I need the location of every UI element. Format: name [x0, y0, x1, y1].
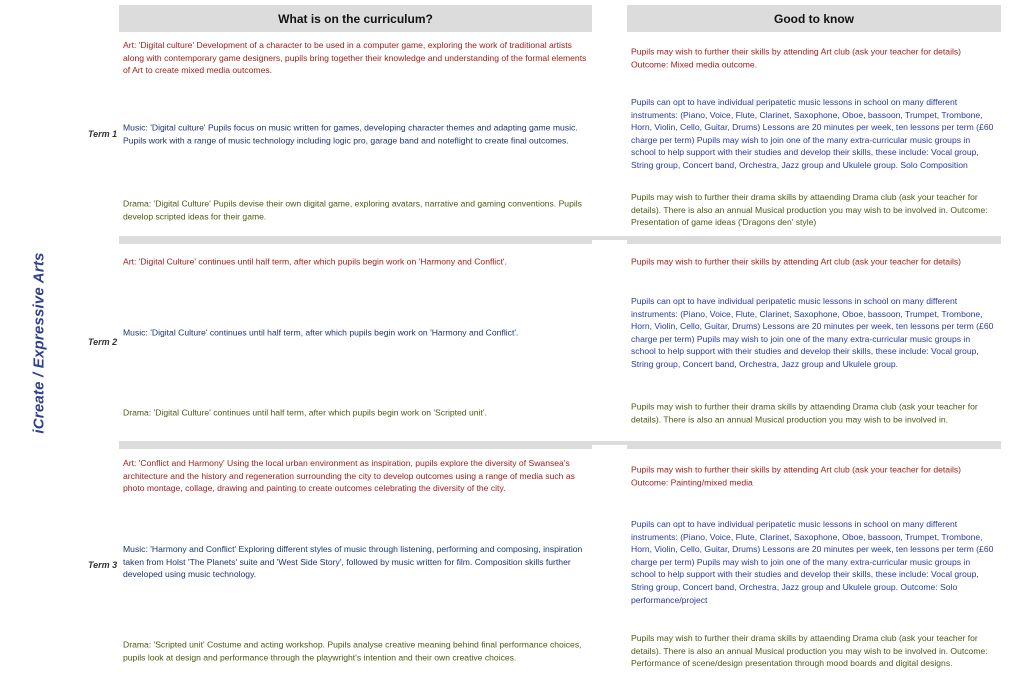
- term-3-music-curriculum: Music: 'Harmony and Conflict' Exploring different styles of music through listening, performing and composing, inspiration taken from Holst 'The Planets' suite and 'West Side Story', followed by music written for film. Composition skills further developed using music technology.: [123, 544, 583, 580]
- term-separator-2-right: [627, 441, 1001, 449]
- term-3-music-tip: Pupils can opt to have individual peripatetic music lessons in school on many different instruments: (Piano, Voice, Flute, Clarinet, Saxophone, Oboe, bassoon, Trumpet, Trombone, Horn, Violin, Cello, Guitar, Drums) Lessons are 20 minutes per week, ten lessons per term (£60 charge per term) Pupils may wish to join one of the many extra-curricular music groups in school to help support with their studies and develop their skills, these include: Vocal group, String group, Concert band, Orchestra, Jazz group and Ukulele group. Outcome: Solo performance/project: [631, 518, 994, 605]
- term-2-music-tip: Pupils can opt to have individual peripatetic music lessons in school on many different instruments: (Piano, Voice, Flute, Clarinet, Saxophone, Oboe, bassoon, Trumpet, Trombone, Horn, Violin, Cello, Guitar, Drums) Lessons are 20 minutes per week, ten lessons per term (£60 charge per term) Pupils may wish to join one of the many extra-curricular music groups in school to help support with their studies and develop their skills, these include: Vocal group, String group, Concert band, Orchestra, Jazz group and Ukulele group.: [631, 296, 994, 370]
- term-3-drama-curriculum: Drama: 'Scripted unit' Costume and acting workshop. Pupils analyse creative meaning behind final performance choices, pupils look at design and performance through the playwright's intention and their own creative choices.: [123, 639, 582, 662]
- term-separator-1-left: [119, 236, 592, 244]
- term-1-music-curriculum: Music: 'Digital culture' Pupils focus on music written for games, developing character themes and adapting game music. Pupils work with a range of music technology including logic pro, garage band and noteflight to create final outcomes.: [123, 122, 578, 145]
- term-3-art-curriculum: Art: 'Conflict and Harmony' Using the local urban environment as inspiration, pupils explore the diversity of Swansea's architecture and the history and regeneration surrounding the city to develop outcomes using a range of media such as photo montage, collage, drawing and painting to create outcomes celebrating the diversity of the city.: [123, 458, 575, 494]
- term-1-art-tip: Pupils may wish to further their skills by attending Art club (ask your teacher for details) Outcome: Mixed media outcome.: [631, 46, 962, 69]
- subject-area-label: iCreate / Expressive Arts: [30, 252, 48, 434]
- curriculum-header: What is on the curriculum?: [119, 5, 592, 32]
- term-separator-1-gap: [592, 236, 627, 240]
- term-3-art-tip: Pupils may wish to further their skills by attending Art club (ask your teacher for details) Outcome: Painting/mixed media: [631, 464, 962, 487]
- term-1-music-tip: Pupils can opt to have individual peripatetic music lessons in school on many different instruments: (Piano, Voice, Flute, Clarinet, Saxophone, Oboe, bassoon, Trumpet, Trombone, Horn, Violin, Cello, Guitar, Drums) Lessons are 20 minutes per week, ten lessons per term (£60 charge per term) Pupils may wish to join one of the many extra-curricular music groups in school to help support with their studies and develop their skills, these include: Vocal group, String group, Concert band, Orchestra, Jazz group and Ukulele group. Solo Composition: [631, 97, 994, 171]
- term-1-label: Term 1: [88, 129, 118, 139]
- term-separator-1-right: [627, 236, 1001, 244]
- term-2-label: Term 2: [88, 337, 118, 347]
- term-1-art-curriculum: Art: 'Digital culture' Development of a character to be used in a computer game, exploring the work of traditional artists along with contemporary game designers, pupils bring together their knowledge and understanding of the formal elements of Art to create mixed media outcomes.: [123, 40, 587, 76]
- term-2-art-curriculum: Art: 'Digital Culture' continues until half term, after which pupils begin work on 'Harmony and Conflict'.: [123, 256, 507, 267]
- term-1-drama-curriculum: Drama: 'Digital Culture' Pupils devise their own digital game, exploring avatars, narrative and gaming conventions. Pupils develop scripted ideas for their game.: [123, 198, 582, 221]
- term-2-music-curriculum: Music: 'Digital Culture' continues until half term, after which pupils begin work on 'Harmony and Conflict'.: [123, 327, 519, 338]
- term-separator-2-left: [119, 441, 592, 449]
- term-3-drama-tip: Pupils may wish to further their drama skills by attaending Drama club (ask your teacher for details). There is also an annual Musical production you may wish to be involved in. Outcome: Performance of scene/design presentation through mood boards and digital designs.: [631, 633, 988, 669]
- term-2-drama-tip: Pupils may wish to further their drama skills by attaending Drama club (ask your teacher for details). There is also an annual Musical production you may wish to be involved in.: [631, 401, 978, 424]
- term-2-drama-curriculum: Drama: 'Digital Culture' continues until half term, after which pupils begin work on 'Scripted unit'.: [123, 407, 487, 418]
- term-2-art-tip: Pupils may wish to further their skills by attending Art club (ask your teacher for details): [631, 256, 962, 267]
- term-3-label: Term 3: [88, 560, 118, 570]
- term-1-drama-tip: Pupils may wish to further their drama skills by attaending Drama club (ask your teacher for details). There is also an annual Musical production you may wish to be involved in. Outcome: Presentation of game ideas ('Dragons den' style): [631, 192, 988, 228]
- term-separator-2-gap: [592, 441, 627, 445]
- good-to-know-header: Good to know: [627, 5, 1001, 32]
